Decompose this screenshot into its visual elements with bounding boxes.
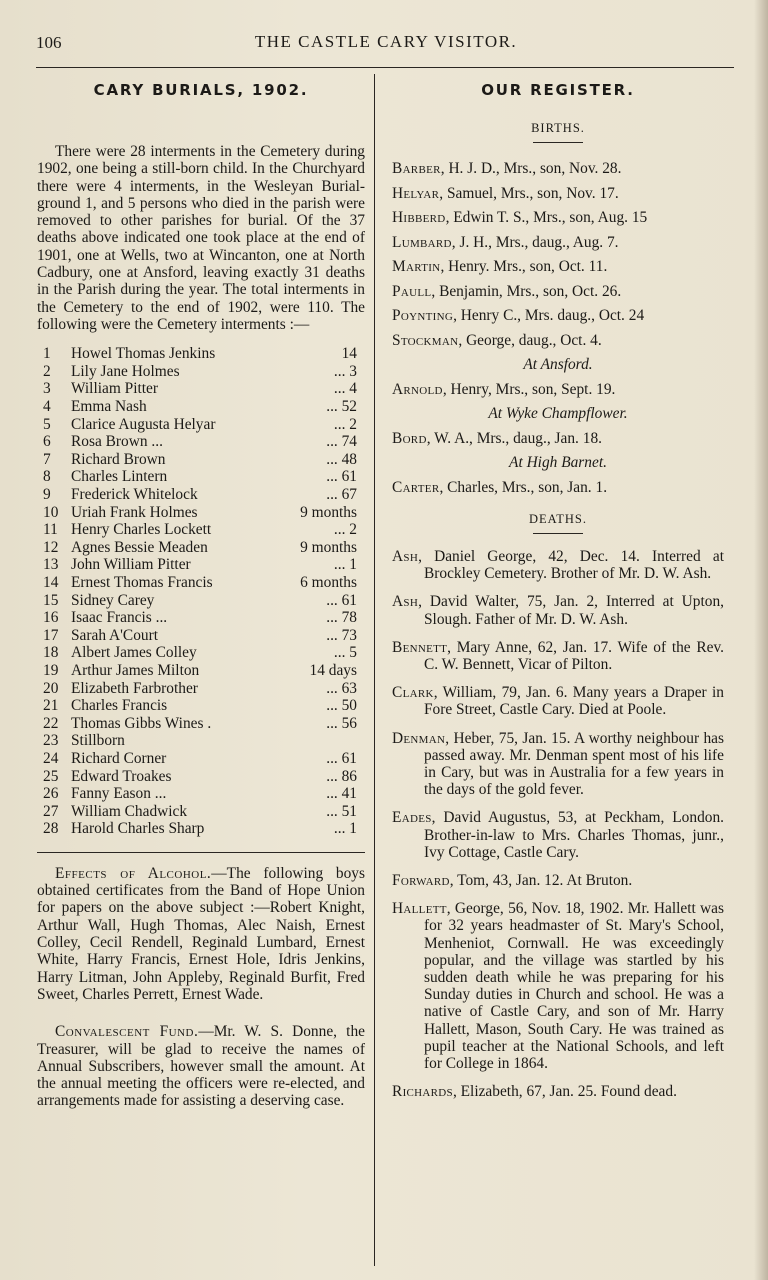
burial-name: Henry Charles Lockett [71, 521, 212, 539]
death-details: , William, 79, Jan. 6. Many years a Draper in Fore Street, Castle Cary. Died at Poole. [424, 684, 724, 719]
birth-entry [392, 255, 724, 280]
burial-number: 12 [43, 538, 59, 556]
running-title: THE CASTLE CARY VISITOR. [254, 32, 518, 51]
burial-number: 3 [43, 380, 51, 398]
birth-entry [392, 182, 724, 207]
right-column [392, 76, 724, 1111]
burial-number: 26 [43, 785, 59, 803]
death-surname: Richards [392, 1083, 453, 1101]
page-number: 106 [36, 33, 62, 52]
burial-name: Edward Troakes [71, 767, 172, 785]
birth-surname: Poynting [392, 307, 454, 324]
burial-row [37, 486, 365, 504]
deaths-title-rule [533, 533, 583, 534]
burial-number: 4 [43, 398, 51, 416]
burial-number: 9 [43, 486, 51, 504]
burial-age: ... 48 [326, 450, 357, 468]
burial-row [37, 592, 365, 610]
death-surname: Ash [392, 593, 419, 611]
burial-number: 10 [43, 503, 59, 521]
birth-details: , Edwin T. S., Mrs., son, Aug. 15 [445, 209, 648, 226]
death-surname: Bennett [392, 638, 448, 656]
burial-age: ... 78 [326, 609, 357, 627]
burial-age: ... 50 [326, 697, 357, 715]
burial-name: Elizabeth Farbrother [71, 679, 198, 697]
death-surname: Eades [392, 809, 432, 827]
burial-name: Charles Francis [71, 697, 168, 715]
burial-number: 20 [43, 679, 59, 697]
deaths-title: DEATHS. [528, 512, 588, 526]
burial-number: 24 [43, 749, 59, 767]
burial-number: 1 [43, 345, 51, 363]
birth-details: , W. A., Mrs., daug., Jan. 18. [426, 429, 602, 447]
burial-age: ... 61 [326, 468, 357, 486]
births-title-rule [533, 142, 583, 143]
burial-number: 21 [43, 697, 59, 715]
death-details: , Elizabeth, 67, Jan. 25. Found dead. [452, 1083, 677, 1101]
burial-name: Agnes Bessie Meaden [71, 538, 208, 556]
birth-details: , Henry. Mrs., son, Oct. 11. [440, 258, 608, 275]
burial-row [37, 363, 365, 381]
alcohol-notice-heading: Effects of Alcohol. [55, 864, 212, 882]
birth-details: , Samuel, Mrs., son, Nov. 17. [439, 184, 619, 202]
burial-age [247, 732, 365, 750]
birth-surname: Carter [392, 478, 440, 496]
burial-age: ... 86 [326, 767, 357, 785]
death-entry [392, 593, 724, 627]
burial-number: 25 [43, 767, 59, 785]
birth-surname: Helyar [392, 184, 440, 202]
alcohol-notice-body: —The following boys obtained certificates from the Band of Hope Union for papers on the above subject :—Robert Knight, Arthur Wall, Hugh Thomas, Alec Naish, Ernest Colley, Cecil Rendell, Reginald Lumbard, Ernest White, Harry Francis, Ernest Hole, Idris Jenkins, Harry Litman, John Appleby, Reginald Burfit, Fred Sweet, Charles Perrett, Ernest Wade. [37, 864, 365, 1003]
burial-name: Lily Jane Holmes [71, 362, 180, 380]
death-entry [392, 684, 724, 718]
burial-name: Albert James Colley [71, 644, 197, 662]
burial-row [37, 416, 365, 434]
burial-number: 11 [43, 521, 58, 539]
burial-age: ... 1 [333, 820, 357, 838]
book-spine-shadow [754, 0, 768, 1280]
burial-name: Howel Thomas Jenkins [71, 345, 216, 363]
burial-number: 17 [43, 626, 59, 644]
death-surname: Forward [392, 872, 450, 890]
burial-number: 18 [43, 644, 59, 662]
death-entry [392, 900, 724, 1072]
burial-name: Harold Charles Sharp [71, 820, 205, 838]
birth-entry [392, 231, 724, 256]
death-surname: Denman [392, 729, 446, 747]
birth-details: , Charles, Mrs., son, Jan. 1. [439, 478, 608, 496]
burial-age: ... 51 [326, 802, 357, 820]
burial-row [37, 504, 365, 522]
burial-number: 22 [43, 714, 59, 732]
burial-age: ... 2 [333, 415, 357, 433]
page-header [36, 30, 736, 56]
birth-surname: Hibberd [392, 209, 446, 226]
death-details: , David Walter, 75, Jan. 2, Interred at Upton, Slough. Father of Mr. D. W. Ash. [418, 593, 724, 628]
burial-row [37, 433, 365, 451]
birth-entry [392, 206, 724, 231]
burial-number: 8 [43, 468, 51, 486]
burial-name: William Chadwick [71, 802, 188, 820]
burial-age: ... 63 [326, 679, 357, 697]
death-details: , David Augustus, 53, at Peckham, London. Brother-in-law to Mrs. Charles Thomas, junr., Ivy Cottage, Castle Cary. [424, 809, 724, 861]
birth-details: , J. H., Mrs., daug., Aug. 7. [451, 233, 619, 251]
burial-row [37, 715, 365, 733]
place-heading-ansford: At Ansford. [523, 356, 593, 373]
burial-number: 15 [43, 591, 59, 609]
death-surname: Clark [392, 684, 434, 702]
death-entry [392, 730, 724, 799]
burial-age: 6 months [300, 573, 357, 591]
burial-row [37, 644, 365, 662]
death-surname: Hallett [392, 900, 447, 918]
burial-name: Uriah Frank Holmes [71, 503, 198, 521]
birth-entry [392, 427, 724, 452]
burial-age: ... 41 [326, 785, 357, 803]
burial-age: ... 2 [333, 521, 357, 539]
burial-row [37, 750, 365, 768]
burial-age: 14 days [309, 661, 357, 679]
death-details: , George, 56, Nov. 18, 1902. Mr. Hallett was for 32 years headmaster of St. Mary's School, Menheniot, Cornwall. He was exceedingly popular, and the village was startled by his sudden death while he was preparing for his Sunday duties in Church and school. He was a native of Castle Cary, and son of Mr. Harry Hallett, Mason, South Cary. He was trained as pupil teacher at the National Schools, and left for College in 1864. [424, 900, 724, 1073]
burial-number: 2 [43, 362, 51, 380]
header-rule [36, 67, 734, 68]
burial-row [37, 574, 365, 592]
death-surname: Ash [392, 548, 419, 565]
death-entry [392, 548, 724, 582]
birth-surname: Barber [392, 160, 441, 177]
burial-name: Sarah A'Court [71, 626, 158, 644]
register-title: OUR REGISTER. [481, 81, 635, 99]
burial-number: 6 [43, 433, 51, 451]
death-entry [392, 1083, 724, 1100]
burials-list [37, 345, 365, 838]
burial-age: ... 74 [326, 433, 357, 451]
burials-intro: There were 28 interments in the Cemetery during 1902, one being a still-born child. In the Churchyard there were 4 interments, in the Wesleyan Burial-ground 1, and 5 persons who died in the parish were removed to other parishes for burial. Of the 37 deaths above indicated one took place at the end of 1901, one at Wells, two at Wincanton, one at North Cadbury, one at Ansford, leaving exactly 31 deaths in the Parish during the year. The total interments in the Cemetery to the end of 1902, were 110. The following were the Cemetery interments :— [37, 143, 365, 333]
burial-name: Isaac Francis ... [71, 609, 168, 627]
birth-entry [392, 378, 724, 403]
birth-details: , H. J. D., Mrs., son, Nov. 28. [440, 160, 622, 177]
burial-row [37, 556, 365, 574]
burial-name: Emma Nash [71, 398, 147, 416]
burial-age: 9 months [300, 538, 357, 556]
burial-name: Stillborn [71, 732, 125, 750]
burial-row [37, 451, 365, 469]
burial-number: 13 [43, 556, 59, 574]
birth-details: , Henry C., Mrs. daug., Oct. 24 [453, 307, 645, 324]
burial-name: Thomas Gibbs Wines . [71, 714, 212, 732]
burial-number: 28 [43, 820, 59, 838]
burial-name: Frederick Whitelock [71, 486, 198, 504]
burial-row [37, 380, 365, 398]
burial-row [37, 468, 365, 486]
burial-name: Rosa Brown ... [71, 433, 163, 451]
burial-number: 5 [43, 415, 51, 433]
burial-age: ... 73 [326, 626, 357, 644]
left-column [37, 76, 365, 1110]
death-details: , Heber, 75, Jan. 15. A worthy neighbour has passed away. Mr. Denman spent most of his life in Cary, but was in Australia for a few years in the days of the gold fever. [424, 729, 724, 799]
burial-name: William Pitter [71, 380, 159, 398]
burial-row [37, 785, 365, 803]
burial-number: 14 [43, 573, 59, 591]
birth-entry [392, 304, 724, 329]
place-heading-barnet: At High Barnet. [509, 454, 607, 471]
burial-age: ... 5 [333, 644, 357, 662]
births-title: BIRTHS. [531, 121, 585, 135]
burial-name: Arthur James Milton [71, 661, 200, 679]
burial-name: John William Pitter [71, 556, 191, 574]
burial-name: Ernest Thomas Francis [71, 573, 213, 591]
burial-row [37, 521, 365, 539]
birth-entry [392, 280, 724, 305]
birth-details: , Benjamin, Mrs., son, Oct. 26. [431, 282, 622, 300]
birth-entry [392, 329, 724, 354]
birth-entry [392, 476, 724, 501]
birth-surname: Martin [392, 258, 441, 275]
section-separator [37, 852, 365, 853]
burial-age: ... 61 [326, 591, 357, 609]
burial-number: 16 [43, 609, 59, 627]
burial-row [37, 609, 365, 627]
burial-name: Fanny Eason ... [71, 785, 167, 803]
burial-name: Richard Brown [71, 450, 166, 468]
burial-age: ... 4 [333, 380, 357, 398]
death-details: , Mary Anne, 62, Jan. 17. Wife of the Rev. C. W. Bennett, Vicar of Pilton. [424, 638, 724, 674]
death-details: , Tom, 43, Jan. 12. At Bruton. [449, 872, 633, 890]
birth-surname: Lumbard [392, 233, 452, 251]
fund-notice [37, 1023, 365, 1109]
burial-age: ... 52 [326, 398, 357, 416]
birth-surname: Paull [392, 282, 432, 300]
burial-age: ... 67 [326, 486, 357, 504]
death-details: , Daniel George, 42, Dec. 14. Interred at Brockley Cemetery. Brother of Mr. D. W. Ash. [418, 548, 724, 583]
burial-age: 14 [341, 345, 357, 363]
burial-number: 7 [43, 450, 51, 468]
burial-row [37, 820, 365, 838]
births-list [392, 157, 724, 500]
burial-row [37, 680, 365, 698]
burial-row [37, 803, 365, 821]
deaths-list [392, 548, 724, 1100]
burial-row [37, 697, 365, 715]
burial-age: ... 56 [326, 714, 357, 732]
burial-age: ... 61 [326, 749, 357, 767]
place-heading-wyke: At Wyke Champflower. [488, 405, 628, 422]
death-entry [392, 639, 724, 673]
burial-number: 23 [43, 732, 59, 750]
fund-notice-heading: Convalescent Fund. [55, 1023, 199, 1041]
burial-name: Richard Corner [71, 749, 167, 767]
birth-details: , Henry, Mrs., son, Sept. 19. [442, 380, 616, 398]
birth-surname: Stockman [392, 331, 459, 349]
death-entry [392, 809, 724, 861]
burial-name: Sidney Carey [71, 591, 155, 609]
burial-number: 19 [43, 661, 59, 679]
death-entry [392, 872, 724, 889]
burial-age: 9 months [300, 503, 357, 521]
alcohol-notice [37, 865, 365, 1003]
column-divider [374, 74, 375, 1266]
burial-row [37, 662, 365, 680]
burial-row [37, 732, 365, 750]
burial-row [37, 627, 365, 645]
burial-age: ... 1 [333, 556, 357, 574]
birth-details: , George, daug., Oct. 4. [458, 331, 602, 349]
burials-title: CARY BURIALS, 1902. [93, 81, 309, 99]
burial-age: ... 3 [333, 362, 357, 380]
birth-entry [392, 157, 724, 182]
birth-surname: Bord [392, 429, 427, 447]
burial-name: Charles Lintern [71, 468, 168, 486]
burial-number: 27 [43, 802, 59, 820]
birth-surname: Arnold [392, 380, 443, 398]
burial-row [37, 539, 365, 557]
burial-row [37, 768, 365, 786]
burial-row [37, 398, 365, 416]
burial-name: Clarice Augusta Helyar [71, 415, 216, 433]
burial-row [37, 345, 365, 363]
fund-notice-body: —Mr. W. S. Donne, the Treasurer, will be glad to receive the names of Annual Subscribers, however small the amount. At the annual meeting the officers were re-elected, and arrangements made for assisting a deserving case. [37, 1023, 365, 1110]
